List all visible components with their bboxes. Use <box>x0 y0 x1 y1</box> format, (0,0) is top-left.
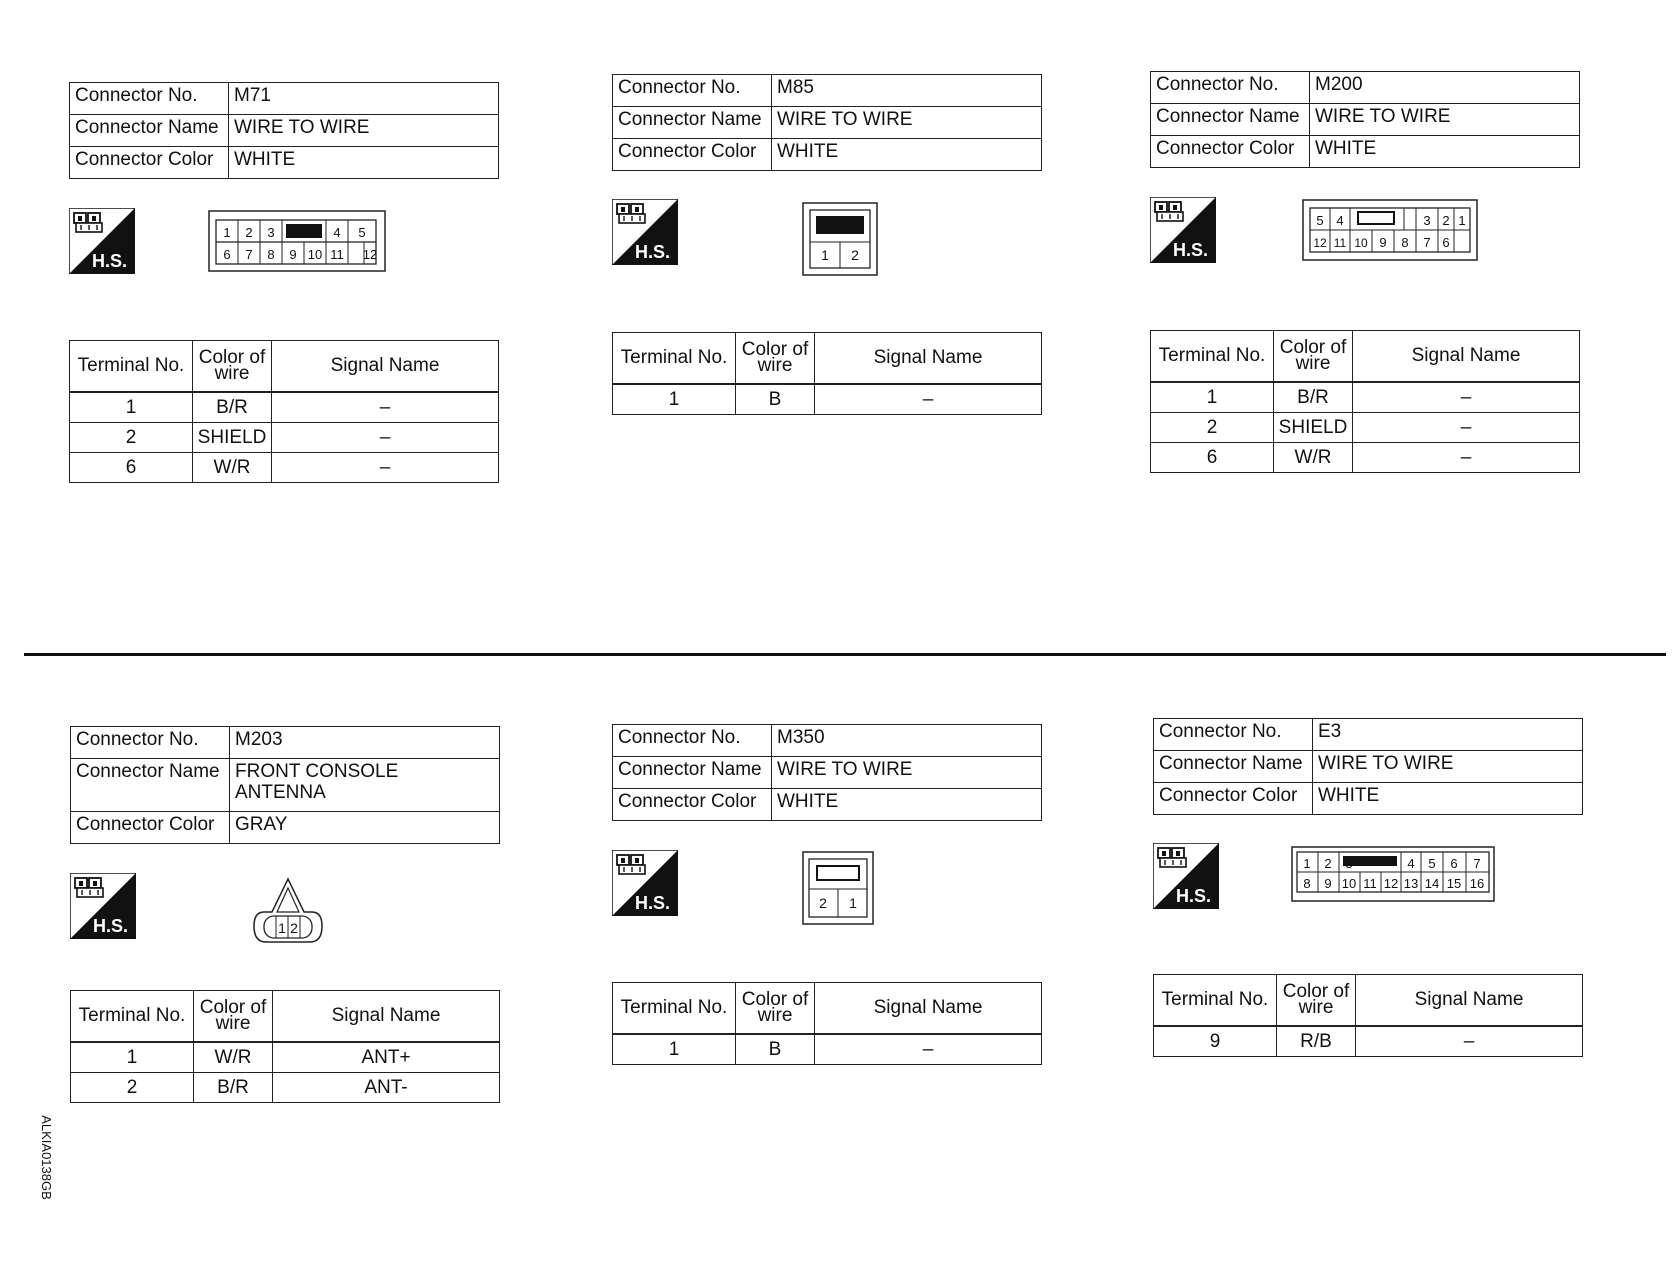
terminal-row: 2 SHIELD – <box>70 423 499 453</box>
connector-no-label: Connector No. <box>70 83 229 115</box>
pin-label: 8 <box>1401 235 1409 250</box>
connector-name-value: WIRE TO WIRE <box>229 115 499 147</box>
signal-name-header: Signal Name <box>272 341 499 393</box>
pin-label: 9 <box>1379 235 1387 250</box>
pin-label: 2 <box>851 247 859 263</box>
connector-block-m200 <box>1150 71 1580 541</box>
connector-key-block <box>286 224 322 238</box>
connector-info-table <box>69 82 499 179</box>
pin-label: 8 <box>267 247 275 262</box>
connector-name-label: Connector Name <box>613 107 772 139</box>
connector-face-diagram <box>802 202 878 276</box>
terminal-row: 1 B – <box>613 1034 1042 1065</box>
terminal-table <box>69 340 499 483</box>
pin-label: 2 <box>290 920 298 936</box>
connector-face-diagram <box>252 876 324 946</box>
pin-label: 7 <box>1473 856 1481 871</box>
pin-label: 9 <box>1324 876 1332 891</box>
connector-block-m203 <box>70 726 500 1196</box>
pin-label: 1 <box>1303 856 1311 871</box>
connector-color-label: Connector Color <box>1154 783 1313 815</box>
pin-label: 14 <box>1424 876 1440 891</box>
pin-label: 1 <box>223 225 231 240</box>
connector-no-value: M350 <box>772 725 1042 757</box>
connector-no-value: E3 <box>1313 719 1583 751</box>
connector-no-label: Connector No. <box>613 75 772 107</box>
connector-color-value: WHITE <box>229 147 499 179</box>
signal-name-header: Signal Name <box>273 991 500 1043</box>
pin-label: 6 <box>1450 856 1458 871</box>
connector-no-value: M200 <box>1310 72 1580 104</box>
terminal-row: 6 W/R – <box>70 453 499 483</box>
connector-name-label: Connector Name <box>1151 104 1310 136</box>
connector-color-value: WHITE <box>772 789 1042 821</box>
connector-name-value: WIRE TO WIRE <box>772 107 1042 139</box>
hs-label: H.S. <box>91 251 127 271</box>
pin-label: 4 <box>1407 856 1415 871</box>
connector-face-diagram <box>1291 846 1495 902</box>
wire-color-header: Color of wire <box>1274 331 1353 383</box>
connector-face-diagram <box>208 210 386 272</box>
pin-label: 6 <box>223 247 231 262</box>
pin-label: 10 <box>307 247 323 262</box>
signal-name-header: Signal Name <box>1356 975 1583 1027</box>
connector-color-label: Connector Color <box>613 789 772 821</box>
connector-color-value: GRAY <box>230 812 500 844</box>
figure-reference-code: ALKIA0138GB <box>38 1115 54 1200</box>
connector-color-label: Connector Color <box>613 139 772 171</box>
wire-color-header: Color of wire <box>193 341 272 393</box>
connector-color-label: Connector Color <box>71 812 230 844</box>
pin-label: 6 <box>1442 235 1450 250</box>
connector-name-label: Connector Name <box>70 115 229 147</box>
connector-no-value: M71 <box>229 83 499 115</box>
wire-color-header: Color of wire <box>194 991 273 1043</box>
terminal-row: 1 B/R – <box>1151 382 1580 413</box>
connector-block-m85 <box>612 74 1042 544</box>
pin-label: 11 <box>1333 236 1347 250</box>
pin-label: 5 <box>358 225 366 240</box>
hs-label: H.S. <box>634 893 670 913</box>
signal-name-header: Signal Name <box>1353 331 1580 383</box>
connector-name-value: WIRE TO WIRE <box>1313 751 1583 783</box>
connector-info-table <box>612 724 1042 821</box>
connector-color-value: WHITE <box>1313 783 1583 815</box>
pin-label: 10 <box>1354 236 1368 250</box>
harness-side-icon <box>612 850 678 916</box>
pin-label: 5 <box>1316 213 1324 228</box>
pin-label: 10 <box>1341 876 1357 891</box>
connector-no-label: Connector No. <box>71 727 230 759</box>
connector-no-value: M85 <box>772 75 1042 107</box>
connector-name-value: FRONT CONSOLE ANTENNA <box>230 759 500 812</box>
terminal-table <box>70 990 500 1103</box>
pin-label: 9 <box>289 247 297 262</box>
connector-block-m350 <box>612 724 1042 1194</box>
harness-side-icon <box>69 208 135 274</box>
connector-no-value: M203 <box>230 727 500 759</box>
terminal-no-header: Terminal No. <box>70 341 193 393</box>
terminal-row: 2 SHIELD – <box>1151 413 1580 443</box>
pin-label: 1 <box>821 247 829 263</box>
terminal-table <box>1150 330 1580 473</box>
connector-name-label: Connector Name <box>71 759 230 812</box>
pin-label: 3 <box>267 225 275 240</box>
connector-color-label: Connector Color <box>1151 136 1310 168</box>
pin-label: 2 <box>819 895 827 911</box>
pin-label: 16 <box>1469 876 1485 891</box>
connector-name-value: WIRE TO WIRE <box>772 757 1042 789</box>
terminal-no-header: Terminal No. <box>1154 975 1277 1027</box>
terminal-no-header: Terminal No. <box>71 991 194 1043</box>
section-divider <box>24 653 1666 656</box>
pin-label: 8 <box>1303 876 1311 891</box>
pin-label: 2 <box>1324 856 1332 871</box>
pin-label: 12 <box>1313 236 1327 250</box>
hs-label: H.S. <box>1175 886 1211 906</box>
pin-label: 4 <box>1336 213 1344 228</box>
connector-no-label: Connector No. <box>613 725 772 757</box>
terminal-row: 1 B – <box>613 384 1042 415</box>
terminal-table <box>612 332 1042 415</box>
connector-face-diagram <box>1302 199 1478 261</box>
terminal-no-header: Terminal No. <box>613 333 736 385</box>
harness-side-icon <box>70 873 136 939</box>
harness-side-icon <box>1153 843 1219 909</box>
wire-color-header: Color of wire <box>736 983 815 1035</box>
connector-info-table <box>1153 718 1583 815</box>
terminal-table <box>612 982 1042 1065</box>
connector-name-value: WIRE TO WIRE <box>1310 104 1580 136</box>
pin-label: 11 <box>330 247 344 262</box>
harness-side-icon <box>1150 197 1216 263</box>
wire-color-header: Color of wire <box>1277 975 1356 1027</box>
pin-label: 3 <box>1345 856 1353 871</box>
pin-label: 1 <box>278 920 286 936</box>
connector-info-table <box>70 726 500 844</box>
connector-color-value: WHITE <box>1310 136 1580 168</box>
connector-block-e3 <box>1153 718 1583 1188</box>
connector-no-label: Connector No. <box>1151 72 1310 104</box>
pin-label: 12 <box>362 247 378 262</box>
pin-label: 2 <box>245 225 253 240</box>
terminal-row: 1 B/R – <box>70 392 499 423</box>
pin-label: 3 <box>1423 213 1431 228</box>
hs-label: H.S. <box>1172 240 1208 260</box>
pin-label: 5 <box>1428 856 1436 871</box>
signal-name-header: Signal Name <box>815 333 1042 385</box>
connector-face-diagram <box>802 851 874 925</box>
pin-label: 15 <box>1446 876 1462 891</box>
harness-side-icon <box>612 199 678 265</box>
terminal-row: 2 B/R ANT- <box>71 1073 500 1103</box>
pin-label: 7 <box>1423 235 1431 250</box>
connector-no-label: Connector No. <box>1154 719 1313 751</box>
terminal-row: 9 R/B – <box>1154 1026 1583 1057</box>
connector-color-value: WHITE <box>772 139 1042 171</box>
pin-label: 12 <box>1383 876 1399 891</box>
terminal-row: 6 W/R – <box>1151 443 1580 473</box>
hs-label: H.S. <box>634 242 670 262</box>
wire-color-header: Color of wire <box>736 333 815 385</box>
pin-label: 7 <box>245 247 253 262</box>
connector-info-table <box>612 74 1042 171</box>
terminal-table <box>1153 974 1583 1057</box>
pin-label: 1 <box>849 895 857 911</box>
pin-label: 11 <box>1363 876 1377 891</box>
pin-label: 4 <box>333 225 341 240</box>
pin-label: 1 <box>1458 213 1466 228</box>
connector-info-table <box>1150 71 1580 168</box>
connector-color-label: Connector Color <box>70 147 229 179</box>
terminal-row: 1 W/R ANT+ <box>71 1042 500 1073</box>
pin-label: 2 <box>1442 213 1450 228</box>
terminal-no-header: Terminal No. <box>613 983 736 1035</box>
connector-block-m71 <box>69 82 499 552</box>
connector-key-block <box>817 866 859 880</box>
signal-name-header: Signal Name <box>815 983 1042 1035</box>
terminal-no-header: Terminal No. <box>1151 331 1274 383</box>
hs-label: H.S. <box>92 916 128 936</box>
connector-name-label: Connector Name <box>613 757 772 789</box>
connector-key-block <box>1358 212 1394 224</box>
connector-name-label: Connector Name <box>1154 751 1313 783</box>
connector-key-block <box>816 216 864 234</box>
pin-label: 13 <box>1403 876 1419 891</box>
